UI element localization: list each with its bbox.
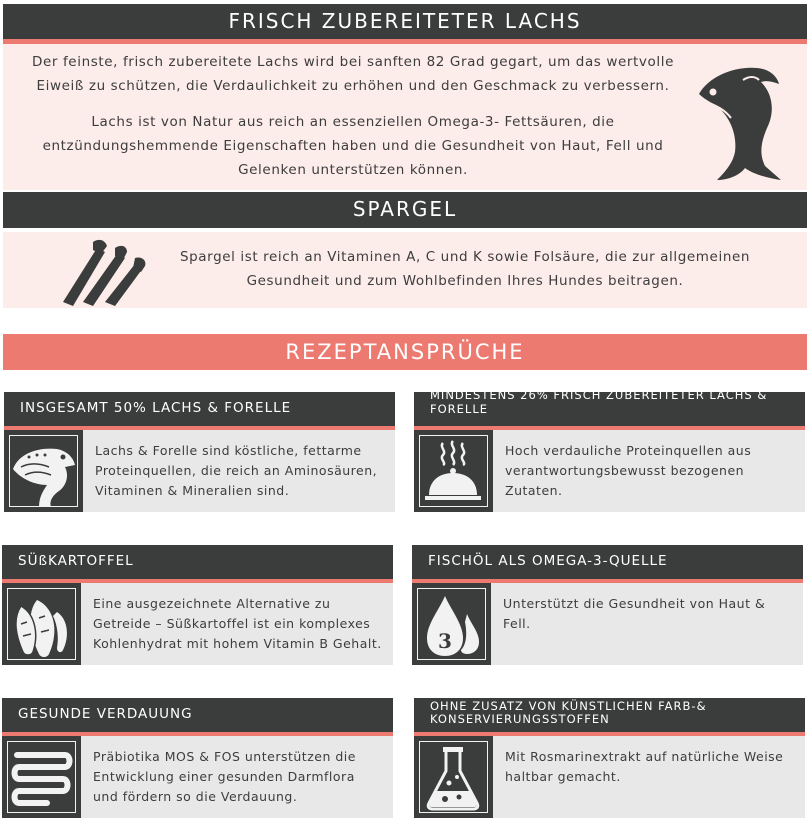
claim-card-digestion (2, 698, 393, 818)
claim-text: Präbiotika MOS & FOS unterstützen die Entwicklung einer gesunden Darmflora und fördern so die Verdauung. (93, 749, 356, 804)
claims-header (3, 334, 807, 370)
fish-icon (687, 54, 787, 184)
claim-text: Unterstützt die Gesundheit von Haut & Fell. (503, 596, 766, 631)
claim-header (2, 545, 393, 583)
salmon-header (3, 4, 807, 44)
claim-title: GESUNDE VERDAUUNG (18, 706, 193, 722)
claim-icon-box (4, 430, 83, 512)
flask-icon (419, 741, 488, 813)
claim-icon-box (2, 583, 81, 665)
salmon-panel (3, 44, 807, 190)
asparagus-paragraph: Spargel ist reich an Vitaminen A, C und K sowie Folsäure, die zur allgemeinen Gesundheit und zum Wohlbefinden Ihres Hundes beitragen. (179, 249, 751, 289)
claim-title: INSGESAMT 50% LACHS & FORELLE (20, 400, 292, 416)
claim-card-fresh-salmon (414, 388, 805, 512)
oil-drops-icon (417, 588, 486, 660)
claim-text: Hoch verdauliche Proteinquellen aus verantwortungsbewusst bezogenen Zutaten. (505, 443, 752, 498)
claim-icon-box (414, 736, 493, 818)
claim-title: SÜßKARTOFFEL (18, 553, 134, 569)
claim-icon-box (412, 583, 491, 665)
claim-text: Eine ausgezeichnete Alternative zu Getreide – Süßkartoffel ist ein komplexes Kohlenhydrat mit hohem Vitamin B Gehalt. (93, 596, 382, 651)
intestine-icon (7, 741, 76, 813)
claim-title: FISCHÖL ALS OMEGA-3-QUELLE (428, 553, 668, 569)
claim-card-protein (4, 392, 395, 512)
salmon-paragraph-2: Lachs ist von Natur aus reich an essenziellen Omega-3- Fettsäuren, die entzündungshemmende Eigenschaften haben und die Gesundheit von Haut, Fell und Gelenken unterstützen können. (42, 114, 664, 178)
claim-icon-box (2, 736, 81, 818)
salmon-paragraph-1: Der feinste, frisch zubereitete Lachs wird bei sanften 82 Grad gegart, um das wertvolle Eiweiß zu schützen, die Verdaulichkeit zu erhöhen und den Geschmack zu verbessern. (32, 54, 674, 94)
salmon-title: FRISCH ZUBEREITETER LACHS (228, 9, 582, 33)
claim-header (412, 545, 803, 583)
claim-header (414, 388, 805, 430)
claim-header (2, 698, 393, 736)
claim-text: Mit Rosmarinextrakt auf natürliche Weise haltbar gemacht. (505, 749, 784, 784)
claim-title: OHNE ZUSATZ VON KÜNSTLICHEN FARB-& KONSERVIERUNGSSTOFFEN (430, 699, 707, 726)
claim-header (414, 698, 805, 736)
asparagus-panel (3, 232, 807, 308)
claim-title: MINDESTENS 26% FRISCH ZUBEREITETER LACHS & FORELLE (430, 388, 768, 416)
claim-icon-box (414, 430, 493, 512)
asparagus-icon (53, 236, 153, 306)
asparagus-header (3, 192, 807, 228)
cloche-icon (419, 435, 488, 507)
claim-card-fish-oil (412, 545, 803, 665)
fish-icon (9, 435, 78, 507)
sweet-potato-icon (7, 588, 76, 660)
claim-card-no-additives (414, 698, 805, 818)
claim-card-sweet-potato (2, 545, 393, 665)
claims-title: REZEPTANSPRÜCHE (285, 340, 525, 364)
omega-badge: 3 (438, 629, 452, 653)
claim-text: Lachs & Forelle sind köstliche, fettarme Proteinquellen, die reich an Aminosäuren, Vitaminen & Mineralien sind. (95, 443, 378, 498)
asparagus-title: SPARGEL (352, 197, 458, 221)
claim-header (4, 392, 395, 430)
